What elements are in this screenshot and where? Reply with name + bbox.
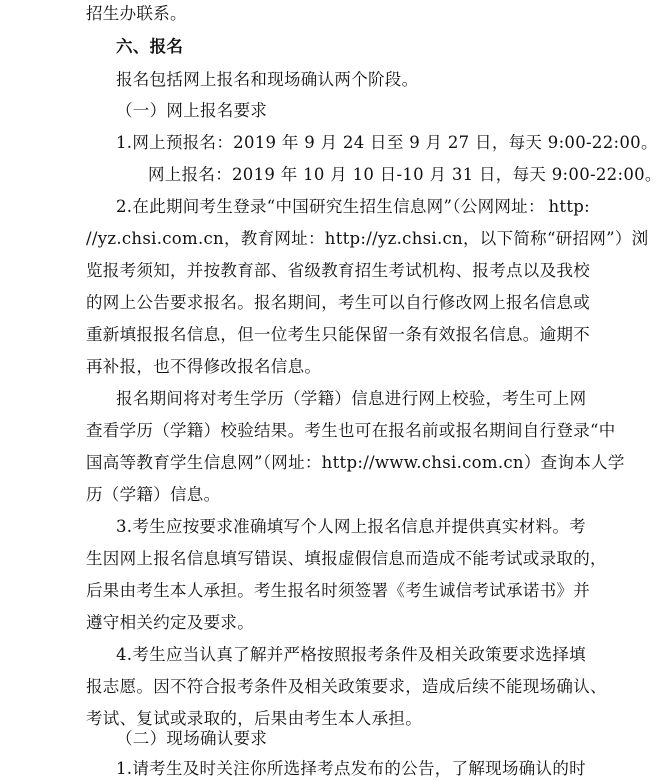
paragraph-line: 1.请考生及时关注你所选择考点发布的公告，了解现场确认的时 — [116, 759, 586, 778]
paragraph-line: 招生办联系。 — [86, 4, 187, 23]
paragraph-line: 遵守相关约定及要求。 — [86, 613, 254, 632]
paragraph-line: 览报考须知，并按教育部、省级教育招生考试机构、报考点以及我校 — [86, 261, 590, 280]
paragraph-line — [116, 196, 590, 218]
section-heading: 六、报名 — [116, 37, 184, 56]
paragraph-line: 报名期间将对考生学历（学籍）信息进行网上校验，考生可上网 — [116, 389, 587, 408]
paragraph-line: 1.网上预报名：2019 年 9 月 24 日至 9 月 27 日，每天 9:00-22:00。 — [116, 133, 658, 152]
paragraph-line: 3.考生应按要求准确填写个人网上报名信息并提供真实材料。考 — [116, 517, 586, 536]
paragraph-line: 查看学历（学籍）校验结果。考生也可在报名前或报名期间自行登录“中 — [86, 421, 616, 440]
paragraph-line-text: http: — [548, 197, 590, 216]
paragraph-line: 4.考生应当认真了解并严格按照报考条件及相关政策要求选择填 — [116, 645, 586, 664]
paragraph-line: 报志愿。因不符合报考条件及相关政策要求，造成后续不能现场确认、 — [86, 677, 607, 696]
paragraph-line: 考试、复试或录取的，后果由考生本人承担。 — [86, 709, 422, 728]
paragraph-line: 报名包括网上报名和现场确认两个阶段。 — [116, 70, 419, 89]
paragraph-line-text: 2.在此期间考生登录“中国研究生招生信息网”（公网网址： — [116, 197, 545, 216]
subsection-heading: （一）网上报名要求 — [116, 101, 268, 120]
paragraph-line: //yz.chsi.com.cn，教育网址：http://yz.chsi.cn，以下简称“研招网”）浏 — [86, 229, 649, 248]
paragraph-line: 再补报，也不得修改报名信息。 — [86, 357, 322, 376]
paragraph-line: 历（学籍）信息。 — [86, 485, 221, 504]
paragraph-line: 的网上公告要求报名。报名期间，考生可以自行修改网上报名信息或 — [86, 293, 590, 312]
paragraph-line: 重新填报报名信息，但一位考生只能保留一条有效报名信息。逾期不 — [86, 325, 590, 344]
subsection-heading: （二）现场确认要求 — [116, 729, 268, 748]
paragraph-line: 后果由考生本人承担。考生报名时须签署《考生诚信考试承诺书》并 — [86, 581, 590, 600]
paragraph-line: 国高等教育学生信息网”（网址：http://www.chsi.com.cn）查询本人学 — [86, 453, 625, 472]
paragraph-line: 生因网上报名信息填写错误、填报虚假信息而造成不能考试或录取的， — [86, 549, 607, 568]
paragraph-line: 网上报名：2019 年 10 月 10 日-10 月 31 日，每天 9:00-22:00。 — [148, 165, 662, 184]
